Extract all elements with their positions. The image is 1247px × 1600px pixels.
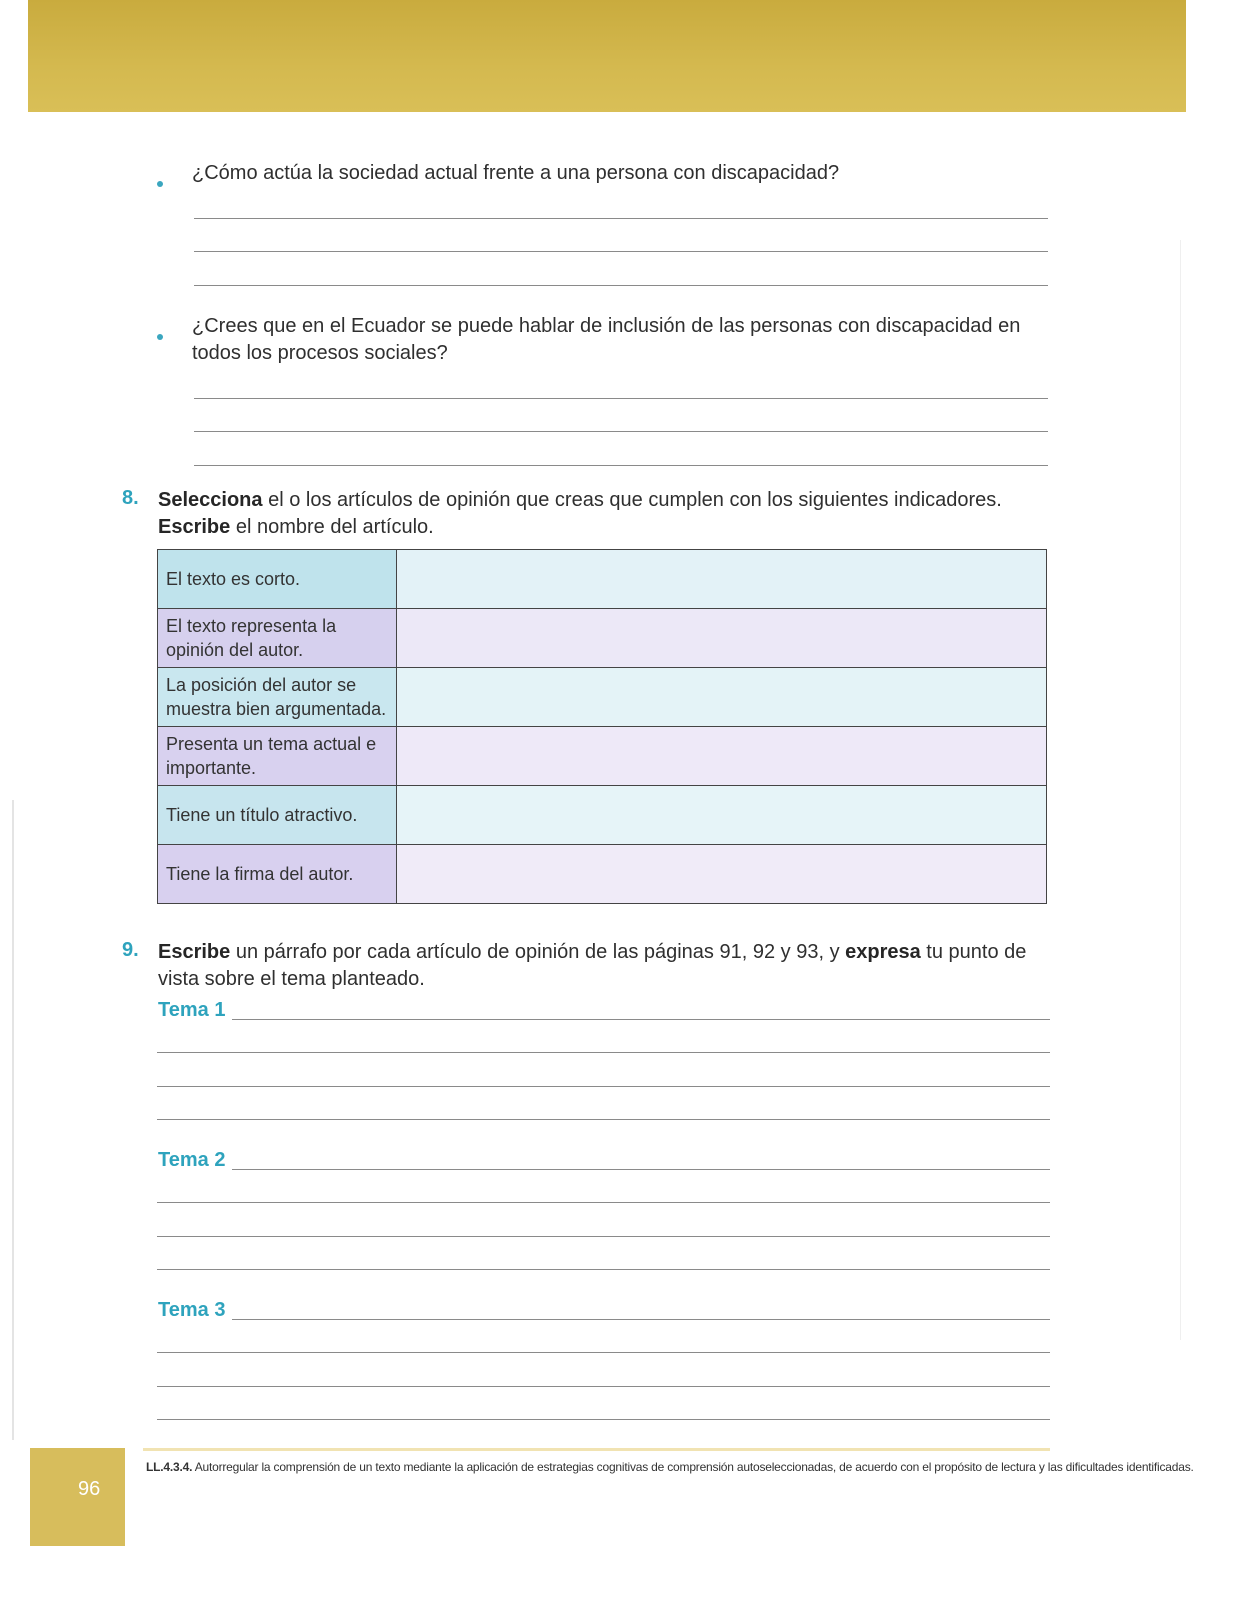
indicators-table — [157, 549, 1047, 904]
answer-line[interactable] — [157, 1352, 1050, 1353]
answer-cell[interactable] — [397, 550, 1047, 609]
instruction-text: el nombre del artículo. — [230, 516, 434, 538]
page-edge-line — [12, 800, 14, 1440]
answer-line[interactable] — [194, 431, 1048, 432]
skill-description: Autorregular la comprensión de un texto mediante la aplicación de estrategias cognitivas de comprensión autoseleccionadas, de acuerdo con el propósito de lectura y las dificultades identificadas. — [192, 1460, 1194, 1474]
item-number: 9. — [122, 939, 139, 961]
tema-title-line[interactable] — [232, 1169, 1050, 1170]
table-row — [158, 609, 1047, 668]
footer-rule — [143, 1448, 1050, 1451]
answer-cell[interactable] — [397, 727, 1047, 786]
skill-footnote — [146, 1459, 1194, 1475]
instruction-verb: Escribe — [158, 941, 231, 963]
tema-label: Tema 3 — [158, 1299, 226, 1321]
item-9-instruction — [158, 939, 1068, 993]
instruction-verb: expresa — [845, 941, 921, 963]
indicator-label: La posición del autor se muestra bien argumentada. — [158, 668, 397, 727]
tema-label: Tema 2 — [158, 1149, 226, 1171]
indicator-label: El texto es corto. — [158, 550, 397, 609]
indicator-label: Presenta un tema actual e importante. — [158, 727, 397, 786]
instruction-text: un párrafo por cada artículo de opinión de las páginas 91, 92 y 93, y — [230, 941, 846, 963]
page-number: 96 — [78, 1478, 101, 1500]
answer-cell[interactable] — [397, 786, 1047, 845]
answer-cell[interactable] — [397, 609, 1047, 668]
answer-line[interactable] — [194, 285, 1048, 286]
table-row — [158, 786, 1047, 845]
tema-label: Tema 1 — [158, 999, 226, 1021]
instruction-text: tu punto de vista sobre el tema planteado. — [158, 941, 1027, 990]
table-row — [158, 668, 1047, 727]
bullet-icon — [157, 181, 163, 187]
table-row — [158, 727, 1047, 786]
answer-line[interactable] — [157, 1086, 1050, 1087]
indicator-label: Tiene la firma del autor. — [158, 845, 397, 904]
item-8-instruction — [158, 487, 1068, 541]
answer-line[interactable] — [157, 1052, 1050, 1053]
page-edge-line-right — [1180, 240, 1181, 1340]
question-2: ¿Crees que en el Ecuador se puede hablar de inclusión de las personas con discapacidad en todos los procesos sociales? — [192, 315, 1021, 364]
answer-line[interactable] — [194, 251, 1048, 252]
tema-title-line[interactable] — [232, 1319, 1050, 1320]
answer-line[interactable] — [194, 218, 1048, 219]
instruction-verb: Selecciona — [158, 489, 263, 511]
question-1: ¿Cómo actúa la sociedad actual frente a una persona con discapacidad? — [192, 162, 840, 184]
item-number: 8. — [122, 487, 139, 509]
answer-cell[interactable] — [397, 845, 1047, 904]
skill-code: LL.4.3.4. — [146, 1460, 193, 1474]
answer-line[interactable] — [157, 1269, 1050, 1270]
table-row — [158, 845, 1047, 904]
answer-line[interactable] — [157, 1386, 1050, 1387]
indicator-label: Tiene un título atractivo. — [158, 786, 397, 845]
bullet-icon — [157, 334, 163, 340]
answer-line[interactable] — [194, 465, 1048, 466]
answer-line[interactable] — [157, 1202, 1050, 1203]
instruction-text: el o los artículos de opinión que creas que cumplen con los siguientes indicadores. — [262, 489, 1002, 511]
answer-line[interactable] — [157, 1236, 1050, 1237]
answer-cell[interactable] — [397, 668, 1047, 727]
header-band — [28, 0, 1186, 112]
table-row — [158, 550, 1047, 609]
answer-line[interactable] — [157, 1119, 1050, 1120]
instruction-verb: Escribe — [158, 516, 231, 538]
tema-title-line[interactable] — [232, 1019, 1050, 1020]
answer-line[interactable] — [157, 1419, 1050, 1420]
indicator-label: El texto representa la opinión del autor. — [158, 609, 397, 668]
answer-line[interactable] — [194, 398, 1048, 399]
